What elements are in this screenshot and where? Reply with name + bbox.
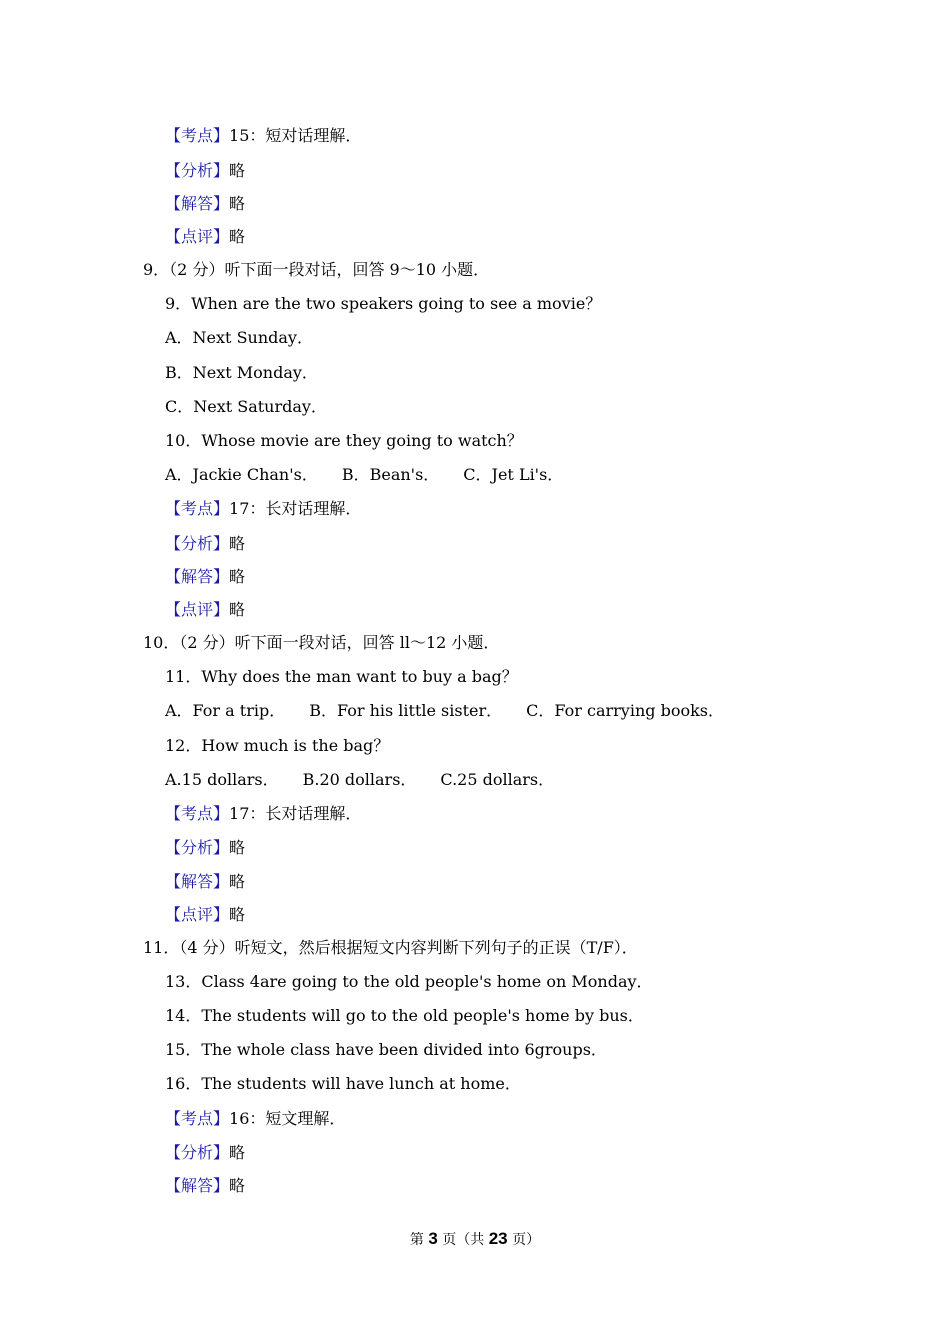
- page-number: 3: [428, 1229, 438, 1248]
- kaodian-label: 【考点】: [165, 499, 230, 518]
- fenxi-label: 【分析】: [165, 161, 230, 180]
- option-12-c: C.25 dollars．: [440, 770, 555, 789]
- option-10-c: C．Jet Li's．: [463, 465, 564, 484]
- jieda-label: 【解答】: [165, 194, 230, 213]
- lue-text: 略: [229, 838, 246, 857]
- fenxi-line-1: [165, 161, 245, 181]
- lue-text: 略: [229, 1143, 246, 1162]
- kaodian-text: 15：短对话理解．: [229, 126, 362, 145]
- lue-text: 略: [229, 600, 246, 619]
- dianping-label: 【点评】: [165, 227, 230, 246]
- total-pages: 23: [488, 1229, 508, 1248]
- options-10: [165, 465, 563, 485]
- fenxi-label: 【分析】: [165, 838, 230, 857]
- lue-text: 略: [229, 534, 246, 553]
- statement-16: 16．The students will have lunch at home．: [165, 1074, 521, 1093]
- question-11-header: 11．（4 分）听短文，然后根据短文内容判断下列句子的正误（T/F）．: [143, 938, 638, 957]
- lue-text: 略: [229, 194, 246, 213]
- jieda-line-2: [165, 567, 245, 587]
- option-11-a: A．For a trip．: [165, 701, 286, 720]
- jieda-line-1: [165, 194, 245, 214]
- jieda-label: 【解答】: [165, 567, 230, 586]
- option-10-b: B．Bean's．: [341, 465, 440, 484]
- jieda-label: 【解答】: [165, 1176, 230, 1195]
- lue-text: 略: [229, 567, 246, 586]
- footer-suffix: 页）: [512, 1232, 541, 1248]
- fenxi-line-3: [165, 838, 245, 858]
- statement-14: 14．The students will go to the old people's home by bus．: [165, 1006, 644, 1025]
- kaodian-line-4: [165, 1109, 345, 1129]
- statement-13: 13．Class 4are going to the old people's home on Monday．: [165, 972, 653, 991]
- option-12-a: A.15 dollars．: [165, 770, 279, 789]
- statement-15: 15．The whole class have been divided into 6groups．: [165, 1040, 607, 1059]
- jieda-label: 【解答】: [165, 872, 230, 891]
- page-footer: [0, 1228, 950, 1251]
- dianping-line-2: [165, 600, 245, 620]
- kaodian-label: 【考点】: [165, 804, 230, 823]
- jieda-line-3: [165, 872, 245, 892]
- dianping-line-1: [165, 227, 245, 247]
- lue-text: 略: [229, 227, 246, 246]
- kaodian-line-2: [165, 499, 361, 519]
- sub-question-11: 11．Why does the man want to buy a bag？: [165, 667, 518, 686]
- sub-question-9: 9．When are the two speakers going to see a movie？: [165, 294, 602, 313]
- kaodian-text: 17：长对话理解．: [229, 499, 362, 518]
- fenxi-line-4: [165, 1143, 245, 1163]
- sub-question-12: 12．How much is the bag？: [165, 736, 390, 755]
- fenxi-line-2: [165, 534, 245, 554]
- options-11: [165, 701, 724, 721]
- footer-prefix: 第: [409, 1232, 424, 1248]
- lue-text: 略: [229, 905, 246, 924]
- lue-text: 略: [229, 1176, 246, 1195]
- option-9-a: A．Next Sunday．: [165, 328, 313, 347]
- option-9-c: C．Next Saturday．: [165, 397, 327, 416]
- option-9-b: B．Next Monday．: [165, 363, 318, 382]
- fenxi-label: 【分析】: [165, 534, 230, 553]
- kaodian-text: 17：长对话理解．: [229, 804, 362, 823]
- kaodian-label: 【考点】: [165, 126, 230, 145]
- option-12-b: B.20 dollars．: [302, 770, 417, 789]
- fenxi-label: 【分析】: [165, 1143, 230, 1162]
- question-10-header: 10．（2 分）听下面一段对话，回答 ll～12 小题．: [143, 633, 500, 652]
- dianping-line-3: [165, 905, 245, 925]
- lue-text: 略: [229, 872, 246, 891]
- footer-mid: 页（共: [442, 1232, 485, 1248]
- lue-text: 略: [229, 161, 246, 180]
- jieda-line-4: [165, 1176, 245, 1196]
- dianping-label: 【点评】: [165, 600, 230, 619]
- kaodian-label: 【考点】: [165, 1109, 230, 1128]
- options-12: [165, 770, 554, 790]
- kaodian-line-1: [165, 126, 361, 146]
- question-9-header: 9．（2 分）听下面一段对话，回答 9～10 小题．: [143, 260, 490, 279]
- sub-question-10: 10．Whose movie are they going to watch？: [165, 431, 523, 450]
- kaodian-text: 16：短文理解．: [229, 1109, 346, 1128]
- kaodian-line-3: [165, 804, 361, 824]
- dianping-label: 【点评】: [165, 905, 230, 924]
- option-11-b: B．For his little sister．: [309, 701, 503, 720]
- option-10-a: A．Jackie Chan's．: [165, 465, 318, 484]
- option-11-c: C．For carrying books．: [526, 701, 724, 720]
